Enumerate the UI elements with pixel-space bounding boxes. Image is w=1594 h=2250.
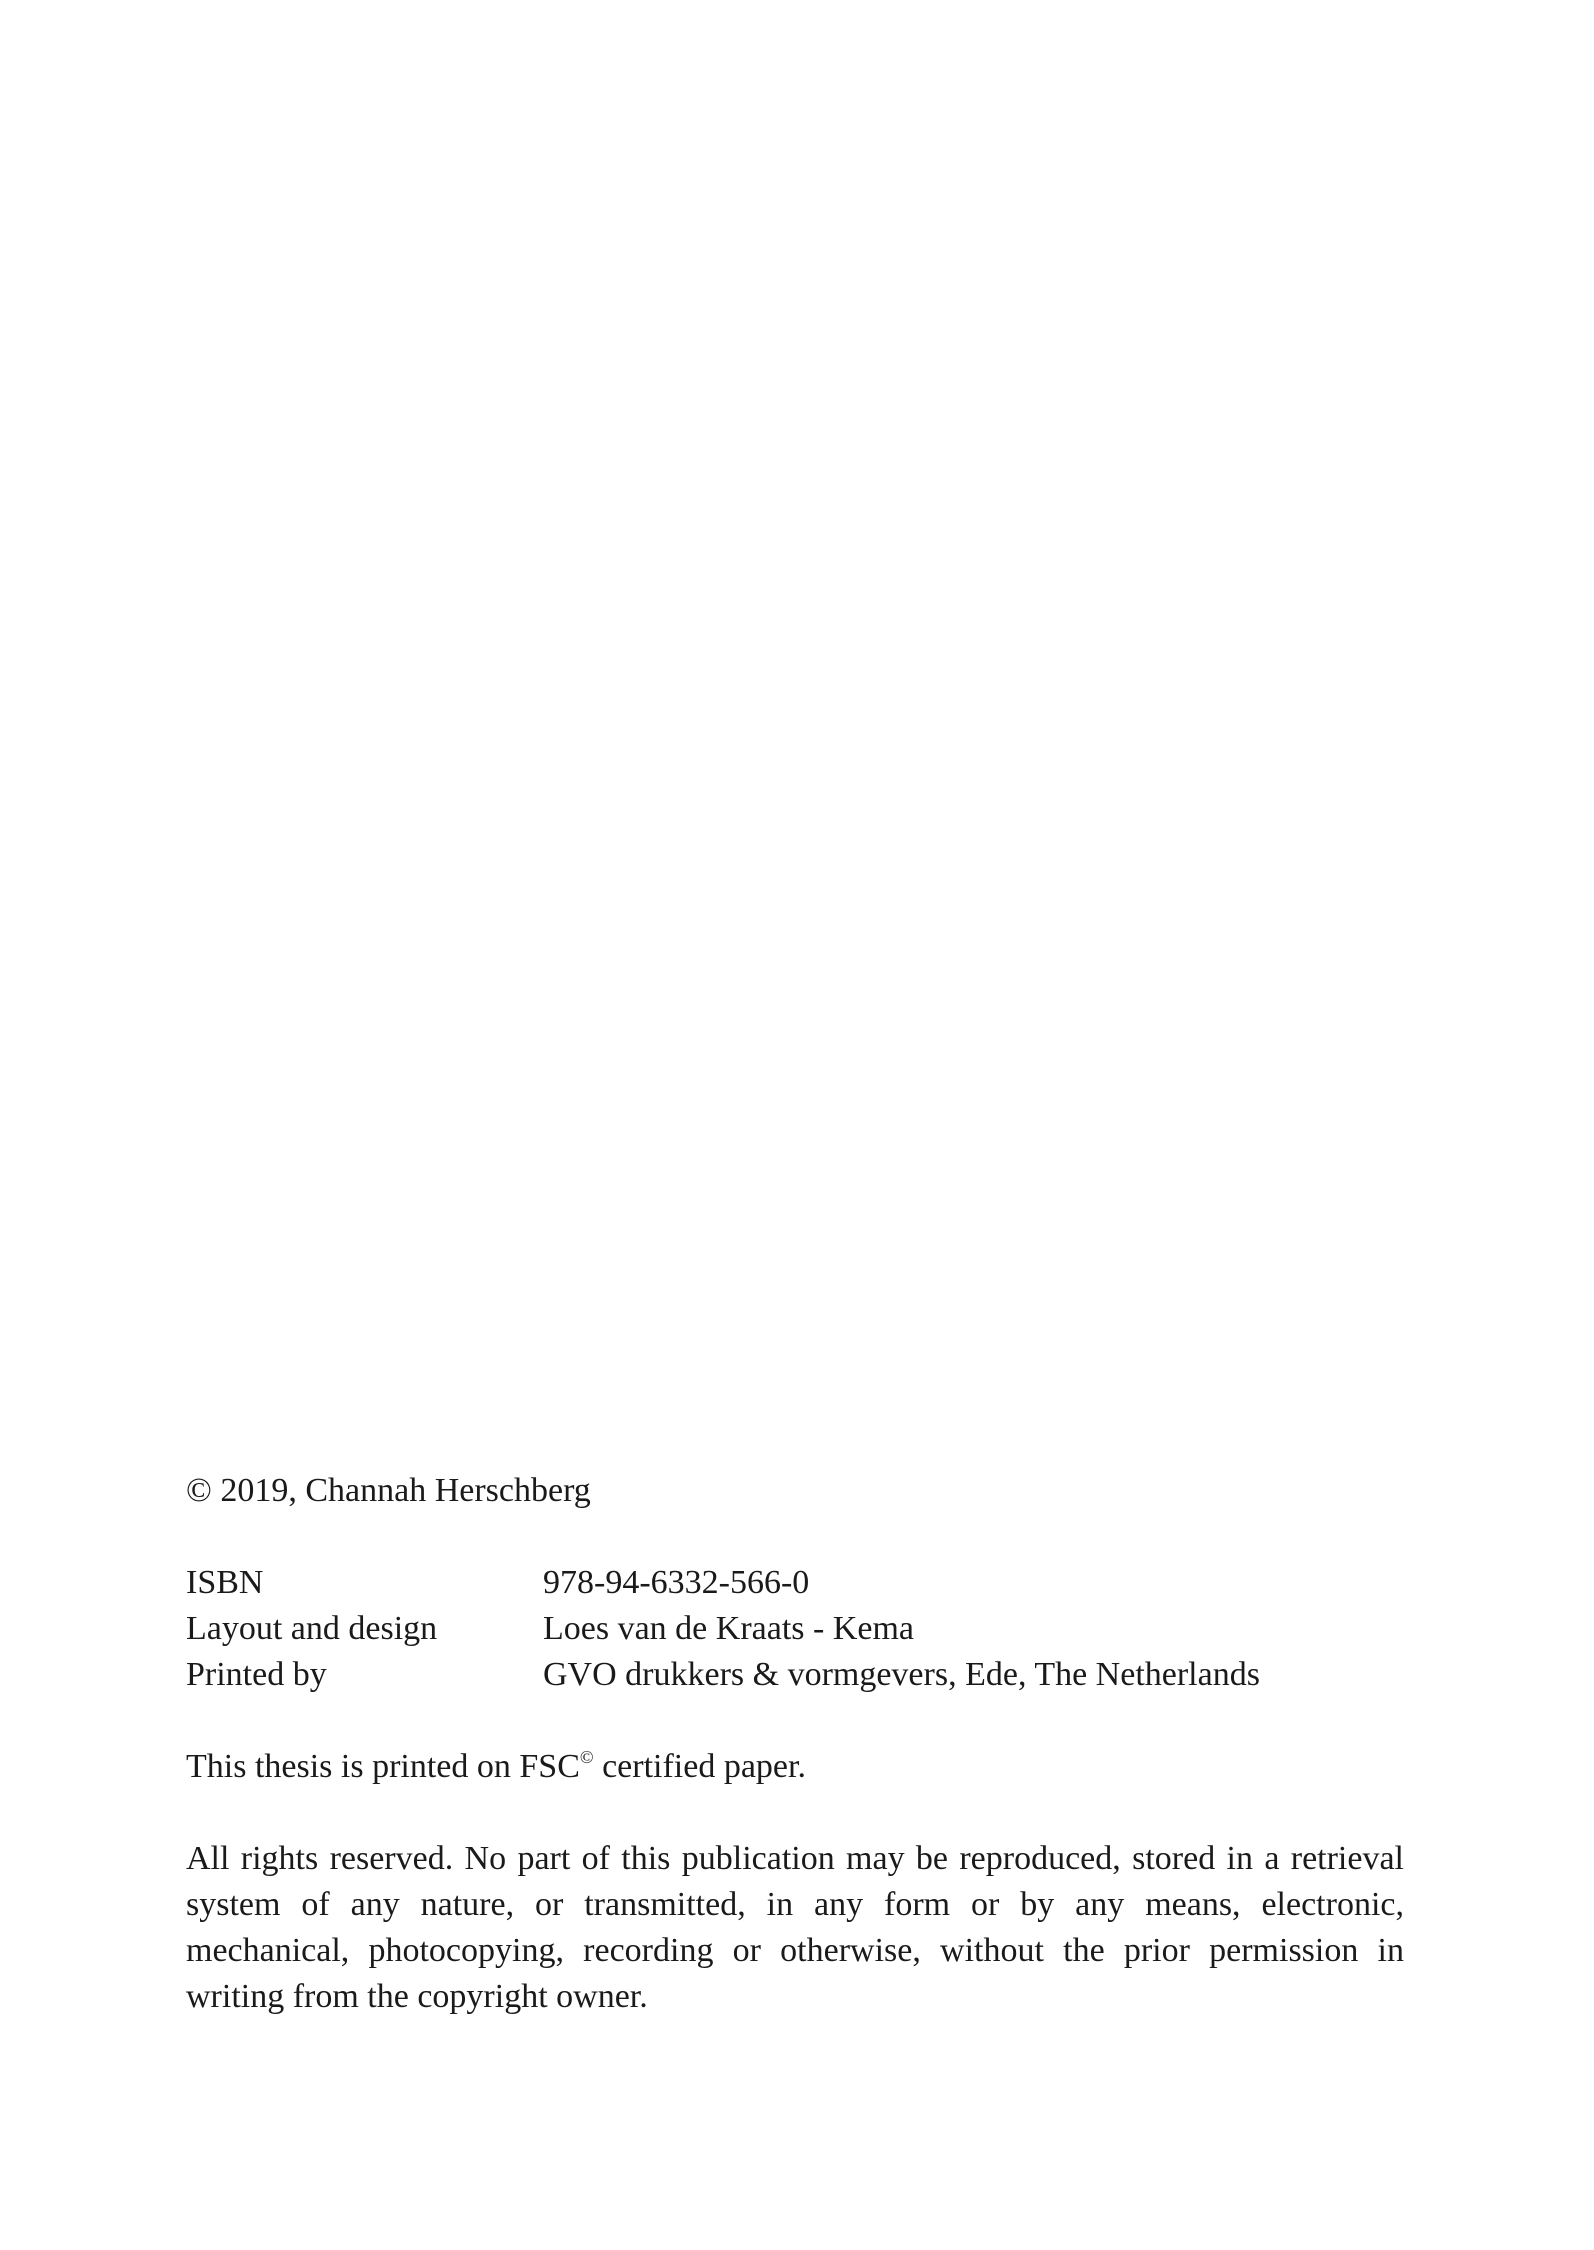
credit-value: Loes van de Kraats - Kema bbox=[543, 1610, 915, 1647]
credit-value: GVO drukkers & vormgevers, Ede, The Netherlands bbox=[543, 1656, 1260, 1693]
paper-note-text: This thesis is printed on FSC bbox=[186, 1748, 580, 1785]
paper-note-text-end: certified paper. bbox=[593, 1748, 806, 1785]
copyright-mark: © bbox=[579, 1747, 594, 1767]
credit-row-isbn bbox=[186, 1560, 1404, 1606]
credit-label: Layout and design bbox=[186, 1610, 438, 1647]
copyright-line: © 2019, Channah Herschberg bbox=[186, 1472, 591, 1509]
paper-certification-note bbox=[186, 1744, 1404, 1790]
credit-row-layout bbox=[186, 1606, 1404, 1652]
credit-value: 978-94-6332-566-0 bbox=[543, 1564, 810, 1601]
credit-label: ISBN bbox=[186, 1564, 264, 1601]
credit-label: Printed by bbox=[186, 1656, 327, 1693]
credit-row-printer bbox=[186, 1652, 1404, 1698]
credits-table bbox=[186, 1560, 1404, 1698]
rights-statement: All rights reserved. No part of this publication may be reproduced, stored in a retrieval system of any nature, or transmitted, in any form or by any means, electronic, mechanical, photocopying, recording or otherwise, without the prior permission in writing from the copyright owner. bbox=[186, 1840, 1404, 2015]
colophon-block bbox=[186, 1468, 1404, 2020]
